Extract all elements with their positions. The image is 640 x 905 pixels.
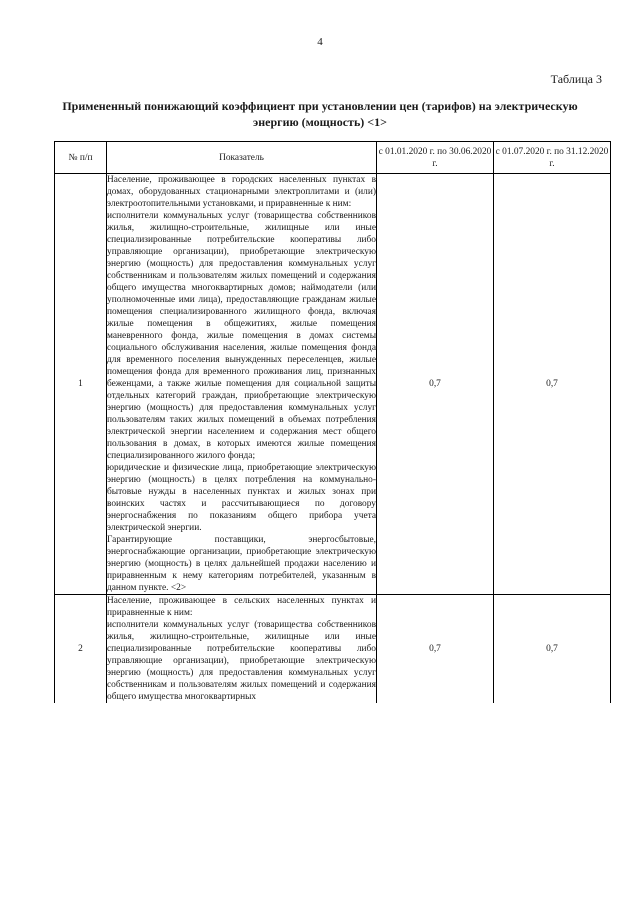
row-value-period-2: 0,7 bbox=[494, 174, 611, 595]
row-description bbox=[107, 174, 377, 595]
description-paragraph: Население, проживающее в городских населенных пунктах в домах, оборудованных стационарными электроплитами и (или) электроотопительными установками, и приравненные к ним: bbox=[107, 175, 376, 209]
description-paragraph: Гарантирующие поставщики, энергосбытовые, энергоснабжающие организации, приобретающие электрическую энергию (мощность) в целях дальнейшей продажи населению и приравненным к нему категориям потребителей, указанным в данном пункте. <2> bbox=[107, 535, 376, 593]
tariff-table bbox=[54, 141, 611, 703]
description-paragraph: исполнители коммунальных услуг (товарищества собственников жилья, жилищно-строительные, жилищные или иные специализированные потребительские кооперативы либо управляющие организации), приобретающие электрическую энергию (мощность) для предоставления коммунальных услуг собственникам и пользователям жилых помещений и содержания общего имущества многоквартирных домов; наймодатели (или уполномоченные ими лица), предоставляющие гражданам жилые помещения специализированного жилищного фонда, включая жилые помещения в общежитиях, жилые помещения маневренного фонда, жилые помещения в домах системы социального обслуживания населения, жилые помещения фонда для временного поселения вынужденных переселенцев, жилые помещения фонда для временного проживания лиц, признанных беженцами, а также жилые помещения для социальной защиты отдельных категорий граждан, приобретающие электрическую энергию (мощность) для предоставления коммунальных услуг пользователям таких жилых помещений в объемах потребления электрической энергии населением и содержания мест общего пользования в домах, в которых имеются жилые помещения специализированного жилого фонда; bbox=[107, 211, 376, 461]
description-paragraph: юридические и физические лица, приобретающие электрическую энергию (мощность) в целях потребления на коммунально-бытовые нужды в населенных пунктах и жилых зонах при воинских частях и рассчитывающиеся по договору энергоснабжения по показаниям общего прибора учета электрической энергии. bbox=[107, 463, 376, 533]
row-value-period-2: 0,7 bbox=[494, 595, 611, 704]
row-number: 1 bbox=[55, 174, 107, 595]
row-value-period-1: 0,7 bbox=[377, 174, 494, 595]
description-paragraph: Население, проживающее в сельских населенных пунктах и приравненные к ним: bbox=[107, 596, 376, 618]
header-indicator: Показатель bbox=[107, 142, 377, 174]
header-period-1: с 01.01.2020 г. по 30.06.2020 г. bbox=[377, 142, 494, 174]
table-row bbox=[55, 174, 611, 595]
row-number: 2 bbox=[55, 595, 107, 704]
table-row bbox=[55, 595, 611, 704]
description-paragraph: исполнители коммунальных услуг (товарищества собственников жилья, жилищно-строительные, жилищные или иные специализированные потребительские кооперативы либо управляющие организации), приобретающие электрическую энергию (мощность) для предоставления коммунальных услуг собственникам и пользователям жилых помещений и содержания общего имущества многоквартирных bbox=[107, 620, 376, 702]
row-description bbox=[107, 595, 377, 704]
table-header-row bbox=[55, 142, 611, 174]
document-title: Примененный понижающий коэффициент при установлении цен (тарифов) на электрическую энергию (мощность) <1> bbox=[62, 99, 578, 129]
header-period-2: с 01.07.2020 г. по 31.12.2020 г. bbox=[494, 142, 611, 174]
page-number: 4 bbox=[317, 36, 323, 48]
header-num: № п/п bbox=[55, 142, 107, 174]
table-label: Таблица 3 bbox=[550, 72, 602, 86]
row-value-period-1: 0,7 bbox=[377, 595, 494, 704]
